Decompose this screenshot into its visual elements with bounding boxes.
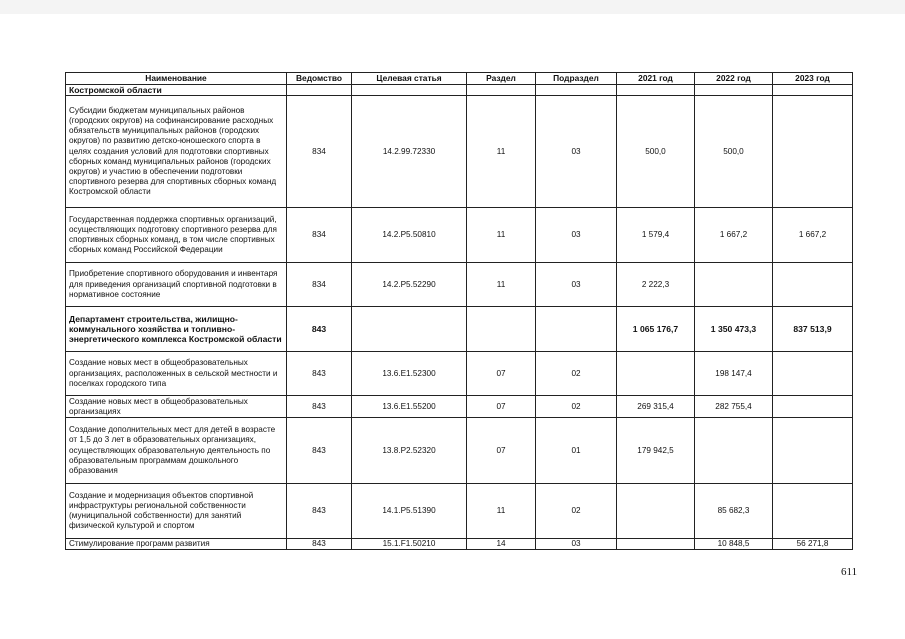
header-2022: 2022 год <box>695 73 773 85</box>
cell-vedomstvo: 843 <box>287 307 352 352</box>
budget-table <box>65 72 853 550</box>
cell-vedomstvo: 834 <box>287 96 352 208</box>
cell-article: 15.1.F1.50210 <box>352 539 467 550</box>
table-row <box>66 396 853 418</box>
cell-2023: 56 271,8 <box>773 539 853 550</box>
cell-2021: 500,0 <box>617 96 695 208</box>
cell-2021: 179 942,5 <box>617 418 695 484</box>
cell-2023 <box>773 352 853 396</box>
cell-name: Субсидии бюджетам муниципальных районов (городских округов) на софинансирование расходных обязательств муниципальных районов (городских округов) по развитию детско-юношеского спорта в целях создания условий для подготовки спортивных сборных команд муниципальных районов (городских округов) и участию в обеспечении подготовки спортивного резерва для спортивных сборных команд Костромской области <box>66 96 287 208</box>
cell-2021: 1 579,4 <box>617 208 695 263</box>
cell-name: Создание дополнительных мест для детей в возрасте от 1,5 до 3 лет в образовательных организациях, осуществляющих образовательную деятельность по образовательным программам дошкольного образования <box>66 418 287 484</box>
header-vedomstvo: Ведомство <box>287 73 352 85</box>
cell-podrazdel: 02 <box>536 484 617 539</box>
cell-2023 <box>773 263 853 307</box>
cell-2021 <box>617 85 695 96</box>
cell-vedomstvo: 843 <box>287 539 352 550</box>
cell-razdel: 11 <box>467 208 536 263</box>
cell-name: Создание новых мест в общеобразовательных организациях <box>66 396 287 418</box>
cell-razdel <box>467 307 536 352</box>
cell-name: Костромской области <box>66 85 287 96</box>
cell-2022 <box>695 85 773 96</box>
cell-vedomstvo: 834 <box>287 263 352 307</box>
page-top-strip <box>0 0 905 14</box>
cell-article: 13.6.Е1.52300 <box>352 352 467 396</box>
cell-name: Стимулирование программ развития <box>66 539 287 550</box>
cell-article: 13.6.Е1.55200 <box>352 396 467 418</box>
cell-podrazdel <box>536 307 617 352</box>
cell-vedomstvo: 843 <box>287 484 352 539</box>
cell-name: Государственная поддержка спортивных организаций, осуществляющих подготовку спортивного резерва для спортивных сборных команд, в том числе спортивных сборных команд Российской Федерации <box>66 208 287 263</box>
table-row <box>66 484 853 539</box>
cell-razdel <box>467 85 536 96</box>
page-number: 611 <box>841 566 858 578</box>
cell-2022: 500,0 <box>695 96 773 208</box>
cell-2022 <box>695 263 773 307</box>
cell-2021: 269 315,4 <box>617 396 695 418</box>
cell-podrazdel: 03 <box>536 208 617 263</box>
table-row <box>66 352 853 396</box>
cell-podrazdel: 03 <box>536 263 617 307</box>
cell-vedomstvo: 834 <box>287 208 352 263</box>
cell-podrazdel: 03 <box>536 96 617 208</box>
table-row <box>66 96 853 208</box>
header-razdel: Раздел <box>467 73 536 85</box>
cell-podrazdel <box>536 85 617 96</box>
cell-razdel: 07 <box>467 418 536 484</box>
cell-2022: 85 682,3 <box>695 484 773 539</box>
cell-2023 <box>773 484 853 539</box>
header-podrazdel: Подраздел <box>536 73 617 85</box>
cell-podrazdel: 01 <box>536 418 617 484</box>
cell-razdel: 11 <box>467 263 536 307</box>
cell-2021: 2 222,3 <box>617 263 695 307</box>
cell-2021 <box>617 352 695 396</box>
cell-2023: 1 667,2 <box>773 208 853 263</box>
cell-razdel: 07 <box>467 396 536 418</box>
cell-2022: 10 848,5 <box>695 539 773 550</box>
cell-vedomstvo: 843 <box>287 418 352 484</box>
cell-2023: 837 513,9 <box>773 307 853 352</box>
cell-2021 <box>617 484 695 539</box>
cell-razdel: 14 <box>467 539 536 550</box>
cell-name: Приобретение спортивного оборудования и инвентаря для приведения организаций спортивной подготовки в нормативное состояние <box>66 263 287 307</box>
cell-article: 14.2.99.72330 <box>352 96 467 208</box>
cell-article <box>352 307 467 352</box>
cell-article: 14.2.Р5.52290 <box>352 263 467 307</box>
cell-podrazdel: 03 <box>536 539 617 550</box>
cell-razdel: 11 <box>467 96 536 208</box>
cell-2022: 282 755,4 <box>695 396 773 418</box>
cell-vedomstvo <box>287 85 352 96</box>
cell-2021 <box>617 539 695 550</box>
table-row <box>66 539 853 550</box>
cell-2022: 1 350 473,3 <box>695 307 773 352</box>
cell-razdel: 11 <box>467 484 536 539</box>
table-row <box>66 418 853 484</box>
cell-article <box>352 85 467 96</box>
table-row <box>66 263 853 307</box>
cell-article: 14.1.Р5.51390 <box>352 484 467 539</box>
table-header-row <box>66 73 853 85</box>
cell-vedomstvo: 843 <box>287 396 352 418</box>
header-name: Наименование <box>66 73 287 85</box>
table-row <box>66 208 853 263</box>
cell-2022: 198 147,4 <box>695 352 773 396</box>
cell-2023 <box>773 418 853 484</box>
table-row <box>66 307 853 352</box>
cell-article: 14.2.Р5.50810 <box>352 208 467 263</box>
cell-2022: 1 667,2 <box>695 208 773 263</box>
table-row <box>66 85 853 96</box>
cell-2023 <box>773 96 853 208</box>
cell-2022 <box>695 418 773 484</box>
cell-name: Создание и модернизация объектов спортивной инфраструктуры региональной собственности (муниципальной собственности) для занятий физической культурой и спортом <box>66 484 287 539</box>
cell-article: 13.8.Р2.52320 <box>352 418 467 484</box>
cell-2021: 1 065 176,7 <box>617 307 695 352</box>
table-body <box>66 85 853 550</box>
cell-vedomstvo: 843 <box>287 352 352 396</box>
cell-2023 <box>773 85 853 96</box>
cell-podrazdel: 02 <box>536 396 617 418</box>
cell-name: Департамент строительства, жилищно-коммунального хозяйства и топливно-энергетического комплекса Костромской области <box>66 307 287 352</box>
cell-2023 <box>773 396 853 418</box>
header-2021: 2021 год <box>617 73 695 85</box>
header-2023: 2023 год <box>773 73 853 85</box>
cell-razdel: 07 <box>467 352 536 396</box>
cell-name: Создание новых мест в общеобразовательных организациях, расположенных в сельской местности и поселках городского типа <box>66 352 287 396</box>
header-article: Целевая статья <box>352 73 467 85</box>
cell-podrazdel: 02 <box>536 352 617 396</box>
